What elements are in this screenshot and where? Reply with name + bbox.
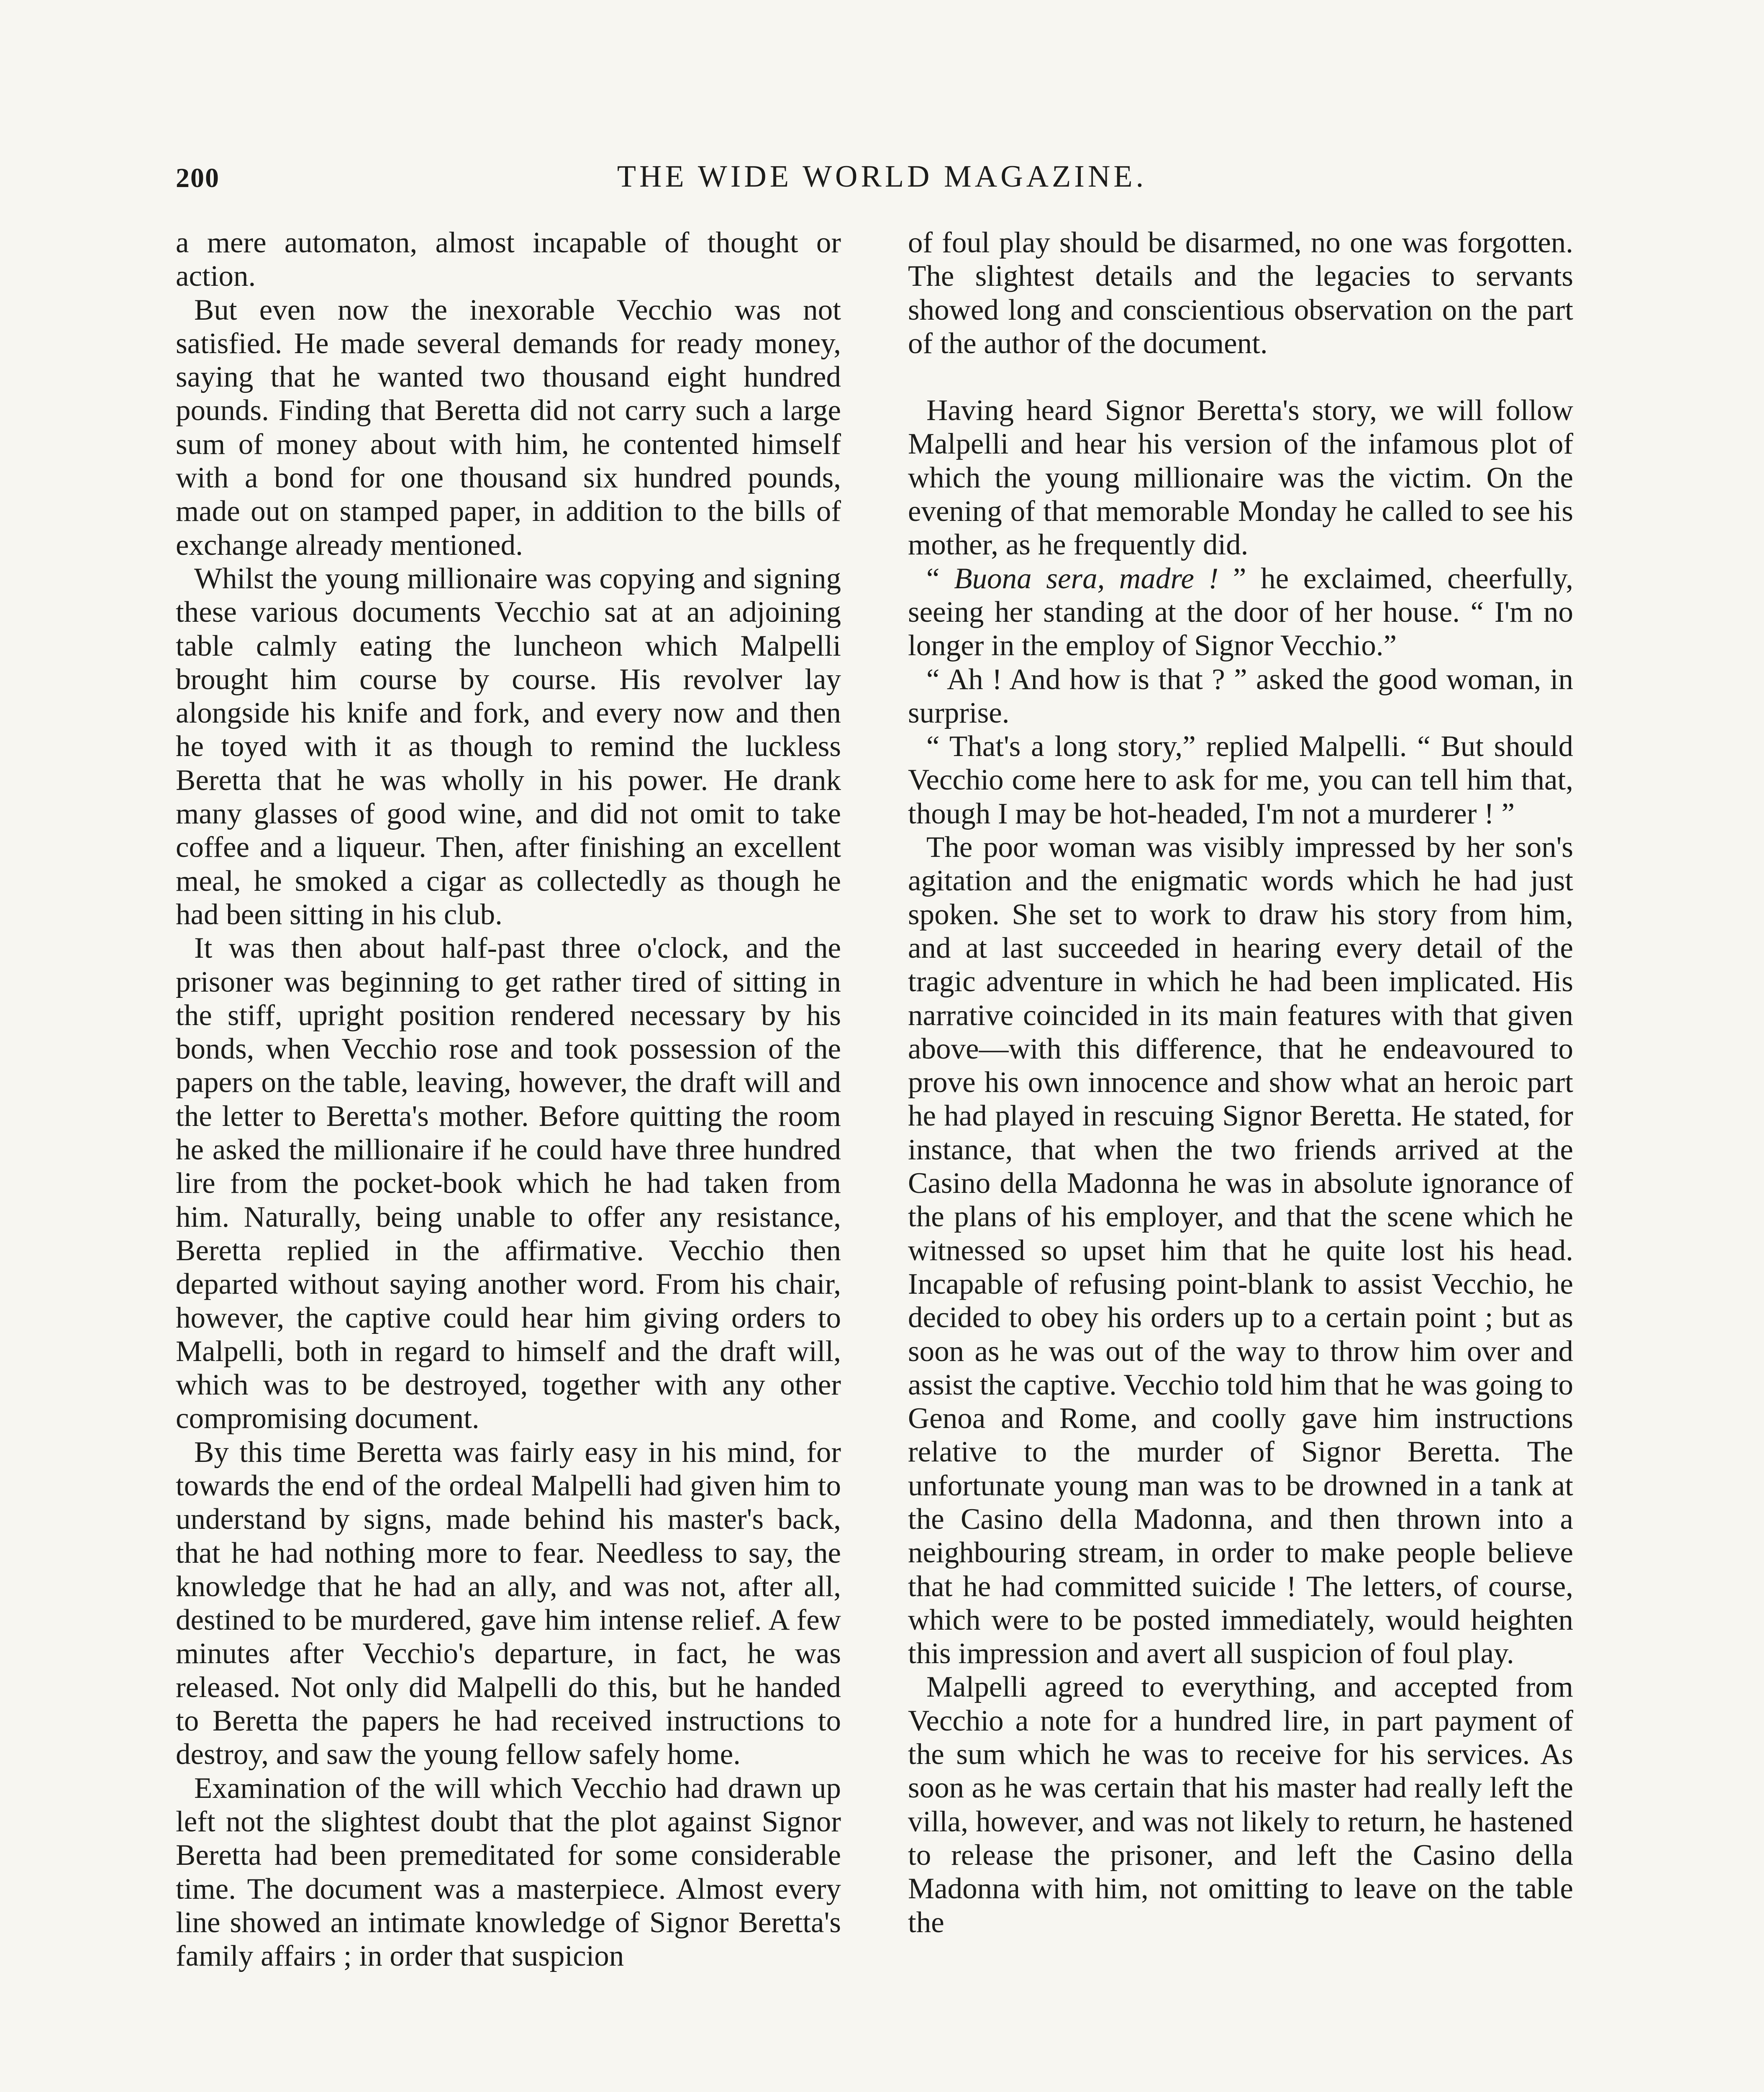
dialogue-paragraph: “ Buona sera, madre ! ” he exclaimed, cheerfully, seeing her standing at the door of her house. “ I'm no longer in the employ of Signor Vecchio.” xyxy=(908,562,1573,662)
paragraph: Malpelli agreed to everything, and accepted from Vecchio a note for a hundred lire, in part payment of the sum which he was to receive for his services. As soon as he was certain that his master had really left the villa, however, and was not likely to return, he hastened to release the prisoner, and left the Casino della Madonna with him, not omitting to leave on the table the xyxy=(908,1671,1573,1939)
running-title: THE WIDE WORLD MAGAZINE. xyxy=(617,159,1147,194)
paragraph: “ Ah ! And how is that ? ” asked the good woman, in surprise. xyxy=(908,663,1573,729)
paragraph: “ That's a long story,” replied Malpelli. “ But should Vecchio come here to ask for me, you can tell him that, though I may be hot-headed, I'm not a murderer ! ” xyxy=(908,730,1573,830)
paragraph: Whilst the young millionaire was copying and signing these various documents Vecchio sat at an adjoining table calmly eating the luncheon which Malpelli brought him course by course. His revolver lay alongside his knife and fork, and every now and then he toyed with it as though to remind the luckless Beretta that he was wholly in his power. He drank many glasses of good wine, and did not omit to take coffee and a liqueur. Then, after finishing an excellent meal, he smoked a cigar as collectedly as though he had been sitting in his club. xyxy=(176,562,841,931)
paragraph: It was then about half-past three o'clock, and the prisoner was beginning to get rather tired of sitting in the stiff, upright position rendered necessary by his bonds, when Vecchio rose and took possession of the papers on the table, leaving, however, the draft will and the letter to Beretta's mother. Before quitting the room he asked the millionaire if he could have three hundred lire from the pocket-book which he had taken from him. Naturally, being unable to offer any resistance, Beretta replied in the affirmative. Vecchio then departed without saying another word. From his chair, however, the captive could hear him giving orders to Malpelli, both in regard to himself and the draft will, which was to be destroyed, together with any other compromising document. xyxy=(176,932,841,1435)
paragraph: By this time Beretta was fairly easy in his mind, for towards the end of the ordeal Malpelli had given him to understand by signs, made behind his master's back, that he had nothing more to fear. Needless to say, the knowledge that he had an ally, and was not, after all, destined to be murdered, gave him intense relief. A few minutes after Vecchio's departure, in fact, he was released. Not only did Malpelli do this, but he handed to Beretta the papers he had received instructions to destroy, and saw the young fellow safely home. xyxy=(176,1436,841,1771)
right-column xyxy=(908,226,1573,1939)
paragraph: The poor woman was visibly impressed by her son's agitation and the enigmatic words which he had just spoken. She set to work to draw his story from him, and at last succeeded in hearing every detail of the tragic adventure in which he had been implicated. His narrative coincided in its main features with that given above—with this difference, that he endeavoured to prove his own innocence and show what an heroic part he had played in rescuing Signor Beretta. He stated, for instance, that when the two friends arrived at the Casino della Madonna he was in absolute ignorance of the plans of his employer, and that the scene which he witnessed so upset him that he quite lost his head. Incapable of refusing point-blank to assist Vecchio, he decided to obey his orders up to a certain point ; but as soon as he was out of the way to throw him over and assist the captive. Vecchio told him that he was going to Genoa and Rome, and coolly gave him instructions relative to the murder of Signor Beretta. The unfortunate young man was to be drowned in a tank at the Casino della Madonna, and then thrown into a neighbouring stream, in order to make people believe that he had committed suicide ! The letters, of course, which were to be posted immediately, would heighten this impression and avert all suspicion of foul play. xyxy=(908,831,1573,1670)
paragraph: But even now the inexorable Vecchio was not satisfied. He made several demands for ready money, saying that he wanted two thousand eight hundred pounds. Finding that Beretta did not carry such a large sum of money about with him, he contented himself with a bond for one thousand six hundred pounds, made out on stamped paper, in addition to the bills of exchange already mentioned. xyxy=(176,293,841,561)
page-header xyxy=(176,159,1588,209)
left-column xyxy=(176,226,841,1973)
italic-greeting: Buona sera, madre ! xyxy=(954,562,1219,595)
paragraph: of foul play should be disarmed, no one was forgotten. The slightest details and the legacies to servants showed long and conscientious observation on the part of the author of the document. xyxy=(908,226,1573,360)
paragraph: Examination of the will which Vecchio had drawn up left not the slightest doubt that the plot against Signor Beretta had been premeditated for some considerable time. The document was a masterpiece. Almost every line showed an intimate knowledge of Signor Beretta's family affairs ; in order that suspicion xyxy=(176,1772,841,1973)
paragraph: a mere automaton, almost incapable of thought or action. xyxy=(176,226,841,293)
dialogue-text: he exclaimed, cheerfully, seeing her standing at the door of her house. “ I'm no longer in the employ of Signor Vecchio.” xyxy=(908,562,1573,662)
paragraph: Having heard Signor Beretta's story, we will follow Malpelli and hear his version of the infamous plot of which the young millionaire was the victim. On the evening of that memorable Monday he called to see his mother, as he frequently did. xyxy=(908,394,1573,561)
page-number: 200 xyxy=(176,163,220,193)
